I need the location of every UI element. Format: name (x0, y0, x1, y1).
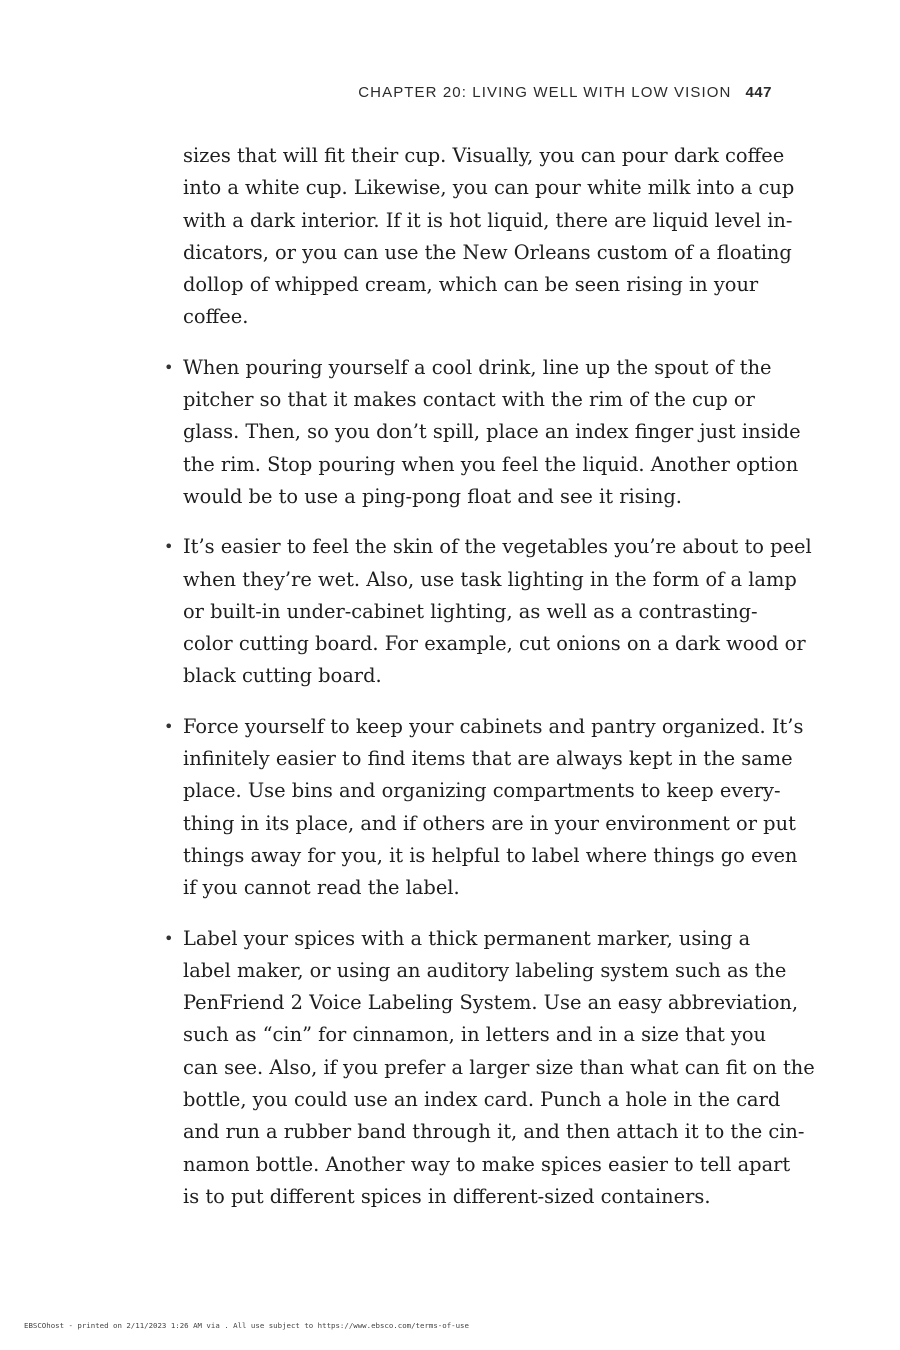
list-item-line: can see. Also, if you prefer a larger size than what can fit on the (183, 1055, 815, 1079)
list-item-line: would be to use a ping-pong float and see it rising. (183, 484, 682, 508)
paragraph-line: sizes that will fit their cup. Visually, you can pour dark coffee (183, 144, 785, 167)
list-item-line: glass. Then, so you don’t spill, place an index finger just inside (183, 420, 801, 444)
paragraph-line: with a dark interior. If it is hot liquid, there are liquid level in- (183, 208, 793, 232)
bullet-icon: • (164, 928, 174, 948)
list-item (164, 923, 815, 1214)
page-number: 447 (745, 84, 772, 101)
list-item-line: color cutting board. For example, cut onions on a dark wood or (183, 632, 806, 656)
page-body (164, 140, 815, 1213)
list-item-line: black cutting board. (183, 664, 382, 688)
list-item (164, 711, 804, 905)
list-item-line: place. Use bins and organizing compartments to keep every- (183, 779, 781, 803)
bullet-icon: • (164, 716, 174, 736)
list-item-line: when they’re wet. Also, use task lighting in the form of a lamp (183, 567, 797, 591)
list-item-line: PenFriend 2 Voice Labeling System. Use an easy abbreviation, (183, 991, 799, 1015)
list-item-line: is to put different spices in different-sized containers. (183, 1184, 711, 1208)
list-item-line: such as “cin” for cinnamon, in letters and in a size that you (183, 1023, 767, 1047)
chapter-title: CHAPTER 20: LIVING WELL WITH LOW VISION (358, 84, 732, 101)
list-item-line: namon bottle. Another way to make spices easier to tell apart (183, 1152, 791, 1176)
list-item-line: pitcher so that it makes contact with the rim of the cup or (183, 388, 755, 412)
list-item (164, 531, 812, 692)
print-footer: EBSCOhost - printed on 2/11/2023 1:26 AM via . All use subject to https://www.ebsco.com/terms-of-use (24, 1321, 469, 1330)
list-item-line: infinitely easier to find items that are always kept in the same (183, 747, 793, 771)
running-head (358, 84, 772, 101)
list-item-line: Force yourself to keep your cabinets and pantry organized. It’s (183, 714, 804, 738)
list-item-line: When pouring yourself a cool drink, line up the spout of the (183, 355, 772, 379)
list-item (164, 352, 801, 513)
continued-paragraph (183, 140, 795, 334)
list-item-line: Label your spices with a thick permanent marker, using a (183, 926, 751, 950)
list-item-line: thing in its place, and if others are in your environment or put (183, 811, 796, 835)
list-item-line: label maker, or using an auditory labeling system such as the (183, 958, 787, 982)
tips-list (164, 352, 815, 1213)
list-item-line: things away for you, it is helpful to label where things go even (183, 843, 798, 867)
bullet-icon: • (164, 537, 174, 557)
paragraph-line: dicators, or you can use the New Orleans custom of a floating (183, 240, 792, 264)
paragraph-line: coffee. (183, 305, 249, 329)
list-item-line: bottle, you could use an index card. Punch a hole in the card (183, 1088, 781, 1112)
paragraph-line: dollop of whipped cream, which can be seen rising in your (183, 273, 759, 297)
paragraph-line: into a white cup. Likewise, you can pour white milk into a cup (183, 176, 795, 200)
list-item-line: and run a rubber band through it, and then attach it to the cin- (183, 1120, 805, 1144)
list-item-line: the rim. Stop pouring when you feel the liquid. Another option (183, 452, 799, 476)
bullet-icon: • (164, 357, 174, 377)
list-item-line: It’s easier to feel the skin of the vegetables you’re about to peel (183, 535, 812, 559)
list-item-line: or built-in under-cabinet lighting, as well as a contrasting- (183, 599, 758, 623)
list-item-line: if you cannot read the label. (183, 876, 460, 900)
